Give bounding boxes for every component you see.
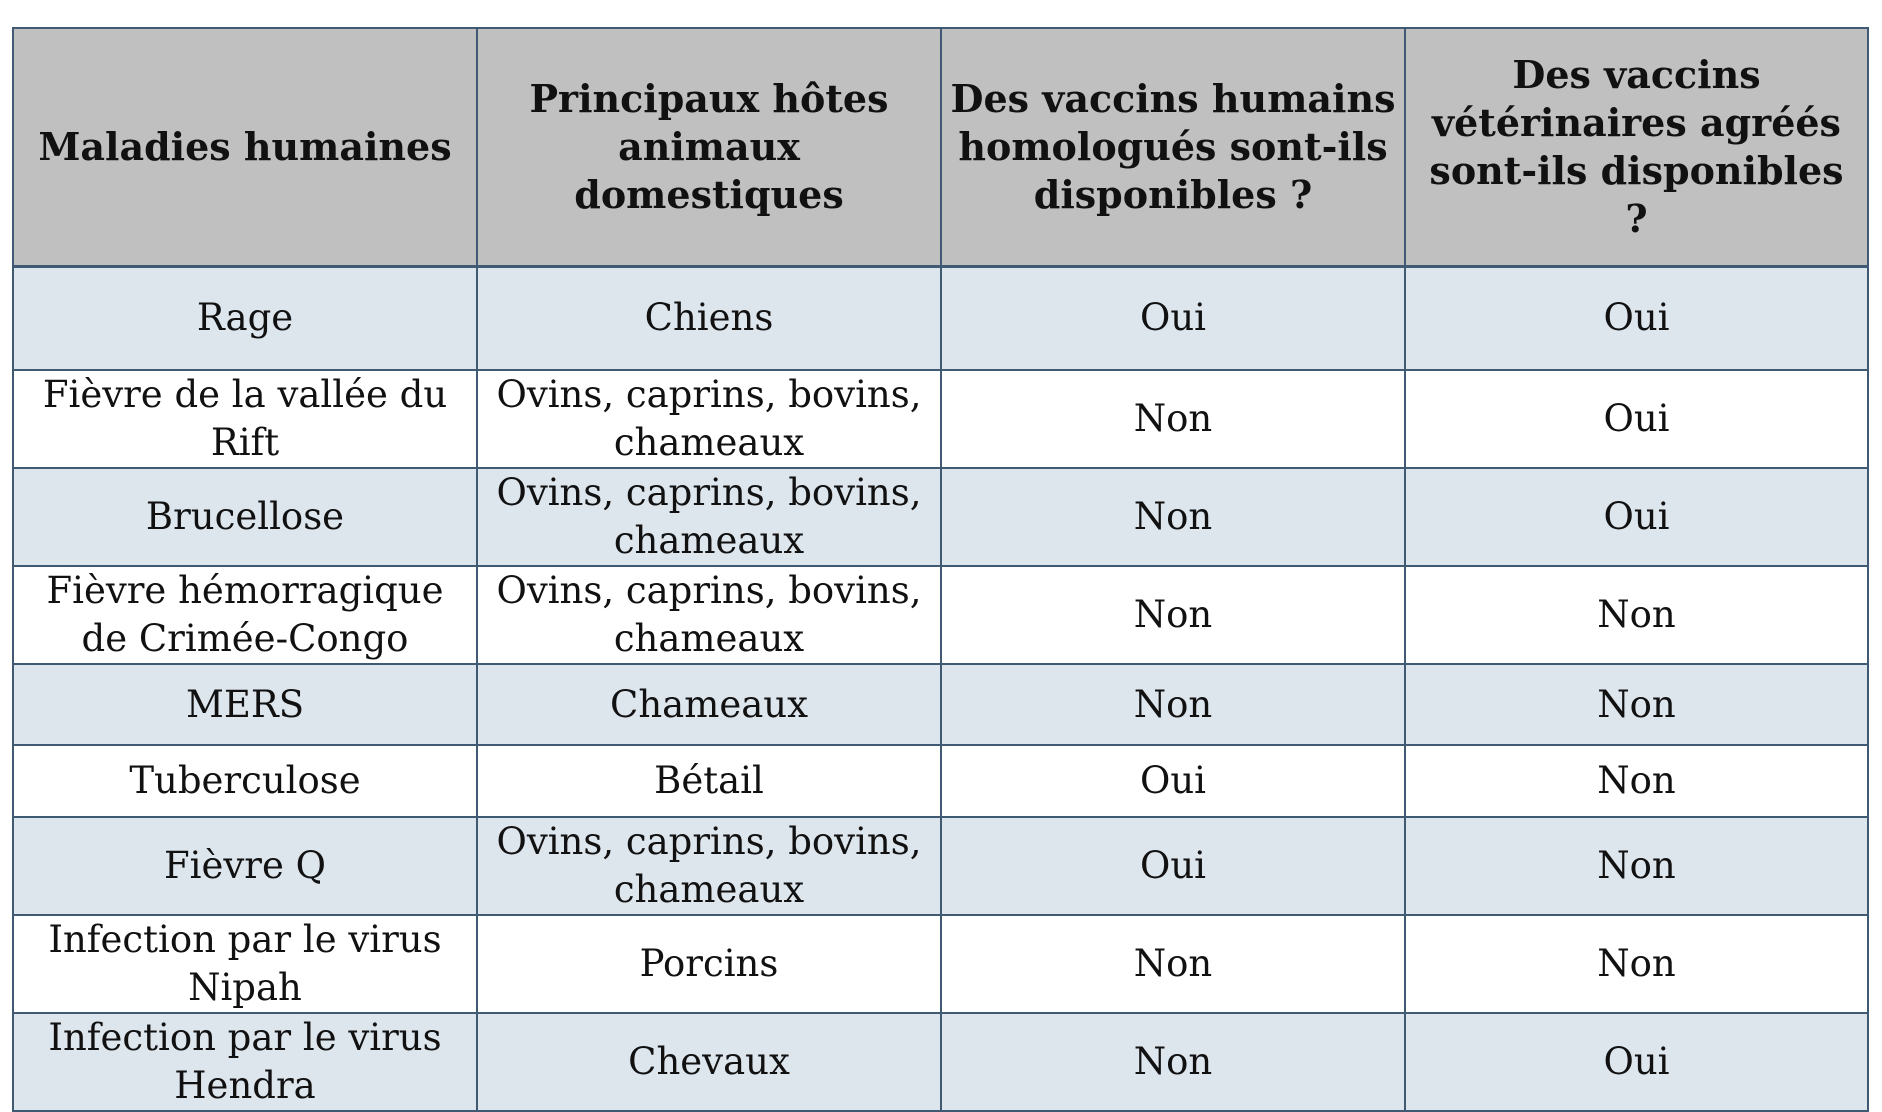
table-header-row <box>13 28 1868 266</box>
header-human-vaccines: Des vaccins humains homologués sont-ils disponibles ? <box>941 28 1405 266</box>
table-row <box>13 745 1868 817</box>
disease-cell: Brucellose <box>13 468 477 566</box>
zoonoses-vaccine-table-container <box>12 27 1867 1112</box>
table-row <box>13 817 1868 915</box>
vet-vaccine-cell: Non <box>1405 745 1868 817</box>
table-row <box>13 915 1868 1013</box>
table-row <box>13 468 1868 566</box>
vet-vaccine-cell: Non <box>1405 915 1868 1013</box>
vet-vaccine-cell: Non <box>1405 817 1868 915</box>
disease-cell: Rage <box>13 266 477 370</box>
hosts-cell: Ovins, caprins, bovins, chameaux <box>477 817 941 915</box>
human-vaccine-cell: Non <box>941 370 1405 468</box>
disease-cell: Infection par le virus Nipah <box>13 915 477 1013</box>
human-vaccine-cell: Oui <box>941 266 1405 370</box>
table-row <box>13 664 1868 745</box>
hosts-cell: Chevaux <box>477 1013 941 1111</box>
hosts-cell: Ovins, caprins, bovins, chameaux <box>477 468 941 566</box>
vet-vaccine-cell: Oui <box>1405 1013 1868 1111</box>
vet-vaccine-cell: Oui <box>1405 468 1868 566</box>
disease-cell: Infection par le virus Hendra <box>13 1013 477 1111</box>
vet-vaccine-cell: Non <box>1405 664 1868 745</box>
disease-cell: Fièvre Q <box>13 817 477 915</box>
human-vaccine-cell: Non <box>941 1013 1405 1111</box>
human-vaccine-cell: Non <box>941 664 1405 745</box>
hosts-cell: Ovins, caprins, bovins, chameaux <box>477 370 941 468</box>
human-vaccine-cell: Oui <box>941 817 1405 915</box>
header-animal-hosts: Principaux hôtes animaux domestiques <box>477 28 941 266</box>
human-vaccine-cell: Non <box>941 915 1405 1013</box>
disease-cell: Fièvre hémorragique de Crimée-Congo <box>13 566 477 664</box>
table-row <box>13 370 1868 468</box>
vet-vaccine-cell: Non <box>1405 566 1868 664</box>
disease-cell: Fièvre de la vallée du Rift <box>13 370 477 468</box>
human-vaccine-cell: Oui <box>941 745 1405 817</box>
header-veterinary-vaccines: Des vaccins vétérinaires agréés sont-ils disponibles ? <box>1405 28 1868 266</box>
hosts-cell: Chiens <box>477 266 941 370</box>
vet-vaccine-cell: Oui <box>1405 370 1868 468</box>
vet-vaccine-cell: Oui <box>1405 266 1868 370</box>
header-human-disease: Maladies humaines <box>13 28 477 266</box>
hosts-cell: Ovins, caprins, bovins, chameaux <box>477 566 941 664</box>
human-vaccine-cell: Non <box>941 468 1405 566</box>
human-vaccine-cell: Non <box>941 566 1405 664</box>
disease-cell: Tuberculose <box>13 745 477 817</box>
disease-cell: MERS <box>13 664 477 745</box>
zoonoses-vaccine-table <box>12 27 1869 1112</box>
hosts-cell: Bétail <box>477 745 941 817</box>
table-row <box>13 266 1868 370</box>
hosts-cell: Porcins <box>477 915 941 1013</box>
table-row <box>13 1013 1868 1111</box>
table-row <box>13 566 1868 664</box>
hosts-cell: Chameaux <box>477 664 941 745</box>
